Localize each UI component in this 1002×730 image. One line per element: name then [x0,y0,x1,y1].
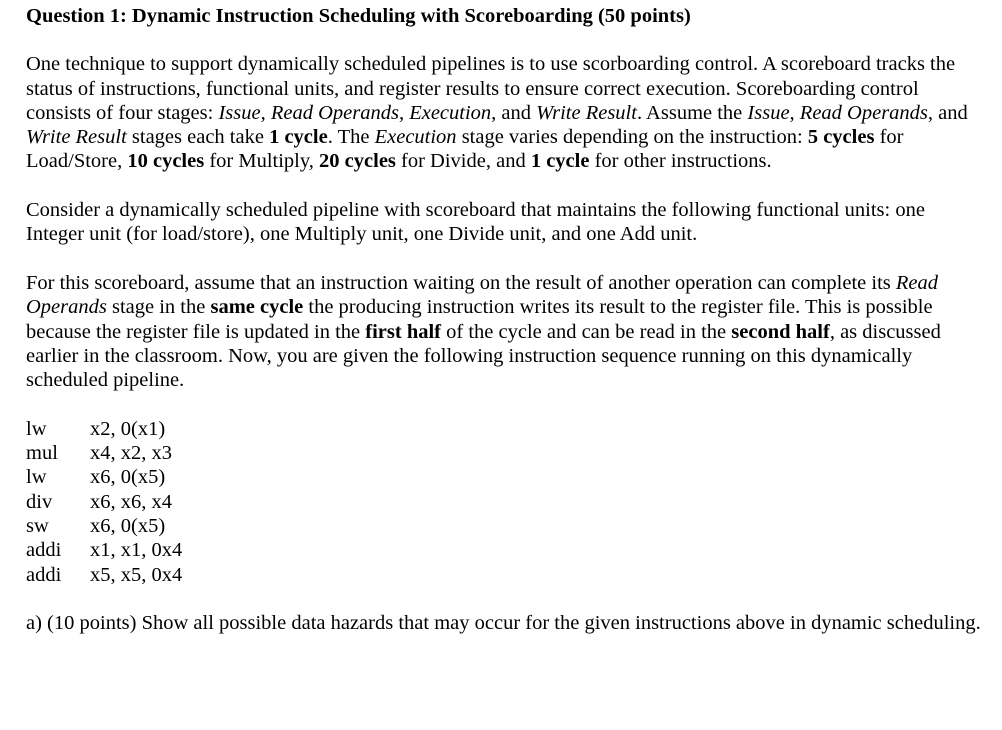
opcode: mul [26,442,58,465]
text: stage varies depending on the instruction: [456,126,808,149]
operands: x6, 0(x5) [90,514,166,537]
cycle-count: 5 cycles [807,126,875,149]
cycle-count: 10 cycles [127,150,205,173]
text: , and [927,101,968,124]
cycle-count: 1 cycle [530,150,590,173]
text: for Load/Store, [26,126,904,173]
opcode: lw [26,466,47,489]
opcode: lw [26,417,47,440]
instruction-row [26,465,988,489]
text: . The [327,126,375,149]
text: stages each take [126,126,270,149]
text: For this scoreboard, assume that an instruction waiting on the result of another operation can complete its [26,271,896,294]
text: . Assume the [636,101,748,124]
text: , [789,101,800,124]
instruction-row [26,514,988,538]
document [26,4,988,660]
text: , and [491,101,537,124]
stage-execution: Execution [409,101,492,124]
cycle-count: 1 cycle [269,126,328,149]
stage-issue: Issue [218,101,261,124]
text: for Divide, and [395,150,531,173]
part-a-question: a) (10 points) Show all possible data hazards that may occur for the given instructions above in dynamic scheduling. [26,612,981,635]
text: One technique to support dynamically scheduled pipelines is to use scorboarding control. A scoreboard tracks the status of instructions, functional units, and register results to ensure correct execution. Scoreboarding control consists of four stages: [26,53,956,124]
stage-execution: Execution [374,126,457,149]
stage-read-operands: Read Operands [270,101,399,124]
text: of the cycle and can be read in the [441,320,732,343]
stage-issue: Issue [747,101,790,124]
opcode: addi [26,539,62,562]
intro-paragraph [26,52,988,173]
text: the producing instruction writes its result to the register file. This is possible because the register file is updated in the [26,296,933,343]
opcode: sw [26,514,49,537]
opcode: div [26,490,53,513]
instruction-row [26,441,988,465]
emphasis: first half [365,320,441,343]
instruction-row [26,417,988,441]
text: , [398,101,410,124]
stage-write-result: Write Result [536,101,637,124]
operands: x4, x2, x3 [90,442,172,465]
functional-units-paragraph: Consider a dynamically scheduled pipeline with scoreboard that maintains the following functional units: one Integer unit (for load/store), one Multiply unit, one Divide unit, and one Add unit. [26,199,925,246]
question-title: Question 1: Dynamic Instruction Scheduling with Scoreboarding (50 points) [26,5,691,27]
emphasis: second half [731,320,830,343]
text: for Multiply, [204,150,320,173]
operands: x6, x6, x4 [90,490,172,513]
cycle-count: 20 cycles [319,150,396,173]
forwarding-paragraph [26,271,988,392]
stage-write-result: Write Result [26,126,127,149]
operands: x5, x5, 0x4 [90,563,183,586]
instruction-row [26,563,988,587]
text: for other instructions. [589,150,772,173]
instruction-sequence [26,417,988,587]
operands: x6, 0(x5) [90,466,166,489]
instruction-row [26,538,988,562]
text: , [260,101,271,124]
emphasis: same cycle [210,296,304,319]
opcode: addi [26,563,62,586]
operands: x1, x1, 0x4 [90,539,183,562]
stage-read-operands: Read Operands [26,271,939,319]
instruction-row [26,490,988,514]
operands: x2, 0(x1) [90,417,166,440]
text: stage in the [106,296,211,319]
stage-read-operands: Read Operands [799,101,928,124]
text: , as discussed earlier in the classroom. Now, you are given the following instruction sequence running on this dynamically scheduled pipeline. [26,320,941,392]
